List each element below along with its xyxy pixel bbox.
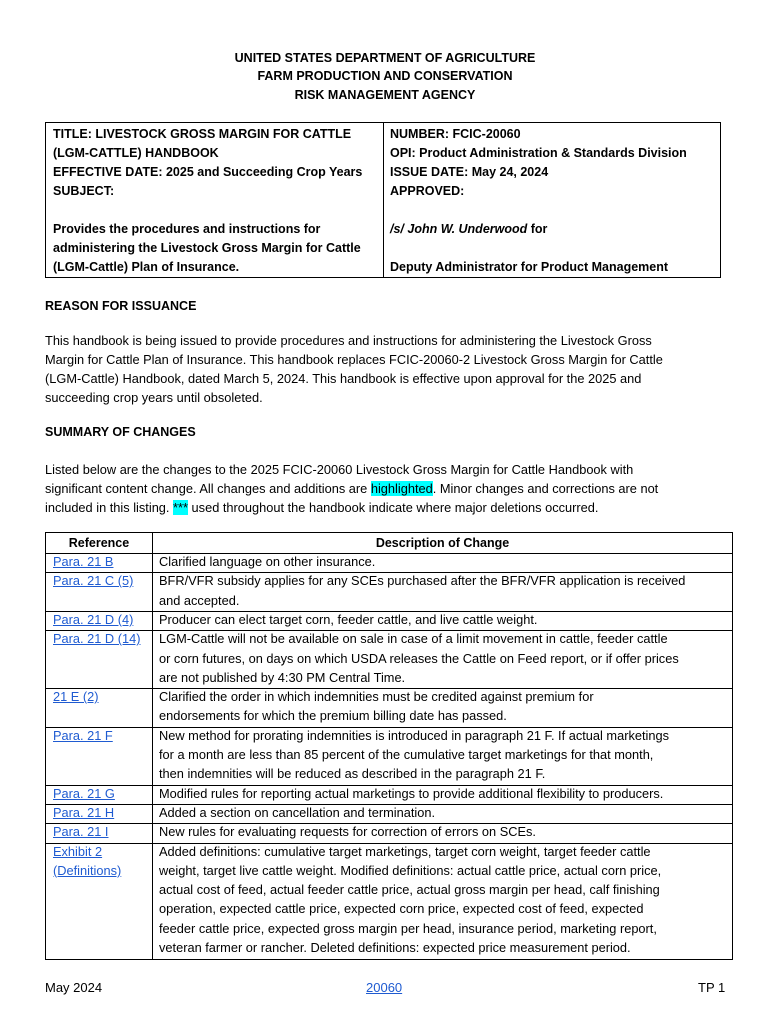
agency-line-3: RISK MANAGEMENT AGENCY xyxy=(294,88,476,102)
subject-label: SUBJECT: xyxy=(53,184,115,198)
reference-link[interactable]: Para. 21 I xyxy=(53,824,109,840)
change-description: are not published by 4:30 PM Central Time. xyxy=(159,669,406,685)
reason-line-4: succeeding crop years until obsoleted. xyxy=(45,390,263,405)
summary-line-2-text-a: significant content change. All changes and additions are xyxy=(45,481,371,496)
reference-link[interactable]: Para. 21 D (14) xyxy=(53,631,141,647)
change-description: operation, expected cattle price, expected corn price, expected cost of feed, expected xyxy=(159,901,644,917)
info-box-divider xyxy=(383,123,384,277)
reference-link[interactable]: Para. 21 C (5) xyxy=(53,573,134,589)
reference-link[interactable]: Exhibit 2 xyxy=(53,843,103,859)
footer-page-number: TP 1 xyxy=(698,980,726,995)
summary-line-3-text-b: used throughout the handbook indicate where major deletions occurred. xyxy=(188,500,599,515)
signature-line xyxy=(390,222,547,236)
change-description: Modified rules for reporting actual marketings to provide additional flexibility to producers. xyxy=(159,785,664,801)
change-description: New method for prorating indemnities is introduced in paragraph 21 F. If actual marketings xyxy=(159,727,670,743)
reference-link[interactable]: Para. 21 F xyxy=(53,727,113,743)
subject-line-2: administering the Livestock Gross Margin for Cattle xyxy=(53,241,361,255)
issue-date: ISSUE DATE: May 24, 2024 xyxy=(390,165,549,179)
change-description: endorsements for which the premium billing date has passed. xyxy=(159,708,507,724)
change-description: actual cost of feed, actual feeder cattle price, actual gross margin per head, calf finishing xyxy=(159,882,660,898)
change-description: and accepted. xyxy=(159,592,240,608)
summary-line-2-text-b: . Minor changes and corrections are not xyxy=(432,481,659,496)
change-description: Clarified the order in which indemnities must be credited against premium for xyxy=(159,689,594,705)
change-description: BFR/VFR subsidy applies for any SCEs purchased after the BFR/VFR application is received xyxy=(159,573,686,589)
reference-link[interactable]: 21 E (2) xyxy=(53,689,99,705)
reason-heading: REASON FOR ISSUANCE xyxy=(45,299,197,313)
summary-line-3 xyxy=(45,500,598,515)
summary-heading: SUMMARY OF CHANGES xyxy=(45,425,196,439)
change-description: Producer can elect target corn, feeder cattle, and live cattle weight. xyxy=(159,611,538,627)
footer-date: May 2024 xyxy=(45,980,103,995)
change-description: weight, target live cattle weight. Modified definitions: actual cattle price, actual corn price, xyxy=(159,862,662,878)
change-description: veteran farmer or rancher. Deleted definitions: expected price measurement period. xyxy=(159,940,631,955)
summary-line-1: Listed below are the changes to the 2025 FCIC-20060 Livestock Gross Margin for Cattle Handbook with xyxy=(45,462,634,477)
reference-link[interactable]: Para. 21 D (4) xyxy=(53,611,134,627)
opi: OPI: Product Administration & Standards Division xyxy=(390,146,687,160)
reason-line-3: (LGM-Cattle) Handbook, dated March 5, 2024. This handbook is effective upon approval for the 2025 and xyxy=(45,371,642,386)
change-description: LGM-Cattle will not be available on sale in case of a limit movement in cattle, feeder cattle xyxy=(159,631,668,647)
change-description: New rules for evaluating requests for correction of errors on SCEs. xyxy=(159,824,536,840)
change-description: for a month are less than 85 percent of the cumulative target marketings for that month, xyxy=(159,747,654,762)
deletion-marker: *** xyxy=(173,500,188,515)
change-description: or corn futures, on days on which USDA releases the Cattle on Feed report, or if offer prices xyxy=(159,650,679,666)
reference-link[interactable]: Para. 21 G xyxy=(53,785,115,801)
reason-line-1: This handbook is being issued to provide procedures and instructions for administering the Livestock Gross xyxy=(45,333,652,348)
agency-line-1: UNITED STATES DEPARTMENT OF AGRICULTURE xyxy=(234,51,536,65)
agency-line-2: FARM PRODUCTION AND CONSERVATION xyxy=(257,69,513,83)
description-column-header: Description of Change xyxy=(375,536,510,550)
deputy-title: Deputy Administrator for Product Management xyxy=(390,260,669,274)
footer-document-link[interactable]: 20060 xyxy=(366,980,403,995)
title-line-1: TITLE: LIVESTOCK GROSS MARGIN FOR CATTLE xyxy=(53,127,352,141)
change-description: then indemnities will be reduced as described in the paragraph 21 F. xyxy=(159,766,546,782)
table-column-divider xyxy=(152,533,153,959)
subject-line-3: (LGM-Cattle) Plan of Insurance. xyxy=(53,260,240,274)
change-description: Clarified language on other insurance. xyxy=(159,554,376,569)
reason-line-2: Margin for Cattle Plan of Insurance. This handbook replaces FCIC-20060-2 Livestock Gross Margin for Cattle xyxy=(45,352,663,367)
signature-name: /s/ John W. Underwood xyxy=(390,222,528,236)
change-description: Added a section on cancellation and termination. xyxy=(159,804,436,820)
table-row-separator xyxy=(46,553,732,554)
reference-link[interactable]: Para. 21 H xyxy=(53,804,115,820)
reference-column-header: Reference xyxy=(68,536,130,550)
summary-line-2 xyxy=(45,481,658,496)
signature-suffix: for xyxy=(527,222,548,236)
changes-table xyxy=(45,532,733,960)
highlighted-word: highlighted xyxy=(370,481,433,496)
reference-link[interactable]: Para. 21 B xyxy=(53,554,114,569)
title-line-2: (LGM-CATTLE) HANDBOOK xyxy=(53,146,219,160)
info-box xyxy=(45,122,721,278)
approved-label: APPROVED: xyxy=(390,184,465,198)
effective-date: EFFECTIVE DATE: 2025 and Succeeding Crop Years xyxy=(53,165,363,179)
document-number: NUMBER: FCIC-20060 xyxy=(390,127,521,141)
reference-link[interactable]: (Definitions) xyxy=(53,862,122,878)
summary-line-3-text-a: included in this listing. xyxy=(45,500,174,515)
change-description: feeder cattle price, expected gross margin per head, insurance period, marketing report, xyxy=(159,920,657,936)
subject-line-1: Provides the procedures and instructions for xyxy=(53,222,321,236)
change-description: Added definitions: cumulative target marketings, target corn weight, target feeder cattle xyxy=(159,843,651,859)
